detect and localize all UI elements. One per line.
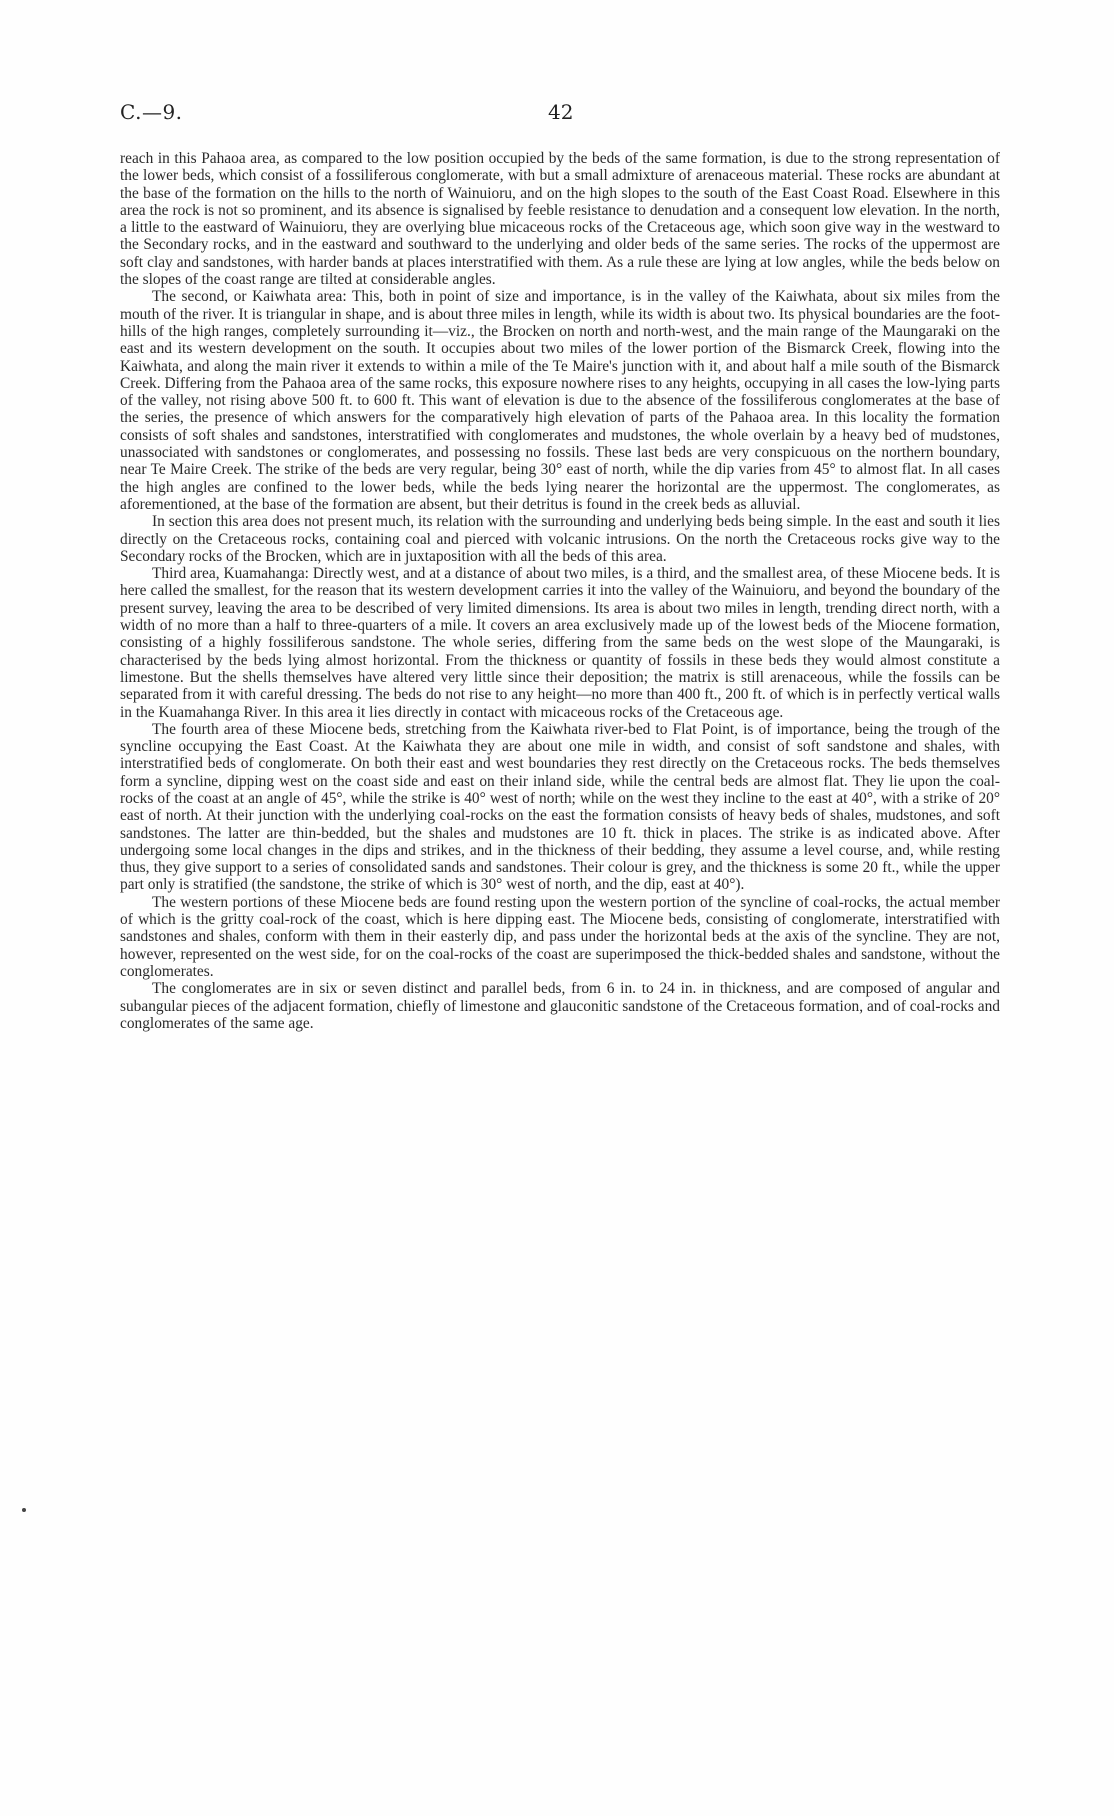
page-header xyxy=(120,100,1000,130)
paragraph-section-relations: In section this area does not present much, its relation with the surrounding and underlying beds being simple. In the east and south it lies directly on the Cretaceous rocks, containing coal and pierced with volcanic intrusions. On the north the Cretaceous rocks give way to the Secondary rocks of the Brocken, which are in juxtaposition with all the beds of this area. xyxy=(120,513,1000,565)
paragraph-western-portions: The western portions of these Miocene beds are found resting upon the western portion of the syncline of coal-rocks, the actual member of which is the gritty coal-rock of the coast, which is here dipping east. The Miocene beds, consisting of conglomerate, interstratified with sandstones and shales, conform with them in their easterly dip, and pass under the horizontal beds at the axis of the syncline. They are not, however, represented on the west side, for on the coal-rocks of the coast are superimposed the thick-bedded shales and sandstone, without the conglomerates. xyxy=(120,893,1000,980)
paragraph-kaiwhata-area: The second, or Kaiwhata area: This, both in point of size and importance, is in the valley of the Kaiwhata, about six miles from the mouth of the river. It is triangular in shape, and is about three miles in length, while its width is about two. Its physical boundaries are the foot-hills of the high ranges, completely surrounding it—viz., the Brocken on north and north-west, and the main range of the Maungaraki on the east and its western development on the south. It occupies about two miles of the lower portion of the Bismarck Creek, flowing into the Kaiwhata, and along the main river it extends to within a mile of the Te Maire's junction with it, and about half a mile south of the Bismarck Creek. Differing from the Pahaoa area of the same rocks, this exposure nowhere rises to any heights, occupying in all cases the low-lying parts of the valley, not rising above 500 ft. to 600 ft. This want of elevation is due to the absence of the fossiliferous conglomerates at the base of the series, the presence of which answers for the comparatively high elevation of parts of the Pahaoa area. In this locality the formation consists of soft shales and sandstones, interstratified with conglomerates and mudstones, the whole overlain by a heavy bed of mudstones, unassociated with sandstones or conglomerates, and possessing no fossils. These last beds are very conspicuous on the northern boundary, near Te Maire Creek. The strike of the beds are very regular, being 30° east of north, while the dip varies from 45° to almost flat. In all cases the high angles are confined to the lower beds, while the beds lying nearer the horizontal are the uppermost. The conglomerates, as aforementioned, at the base of the formation are absent, but their detritus is found in the creek beds as alluvial. xyxy=(120,288,1000,513)
document-code: C.—9. xyxy=(120,100,183,124)
paragraph-conglomerates: The conglomerates are in six or seven distinct and parallel beds, from 6 in. to 24 in. in thickness, and are composed of angular and subangular pieces of the adjacent formation, chiefly of limestone and glauconitic sandstone of the Cretaceous formation, and of coal-rocks and conglomerates of the same age. xyxy=(120,980,1000,1032)
page-number: 42 xyxy=(548,100,574,124)
paragraph-pahaoa-continuation: reach in this Pahaoa area, as compared to the low position occupied by the beds of the same formation, is due to the strong representation of the lower beds, which consist of a fossiliferous conglomerate, with but a small admixture of arenaceous material. These rocks are abundant at the base of the formation on the hills to the north of Wainuioru, and on the high slopes to the south of the East Coast Road. Elsewhere in this area the rock is not so prominent, and its absence is signalised by feeble resistance to denudation and a consequent low elevation. In the north, a little to the eastward of Wainuioru, they are overlying blue micaceous rocks of the Cretaceous age, which soon give way in the westward to the Secondary rocks, and in the eastward and southward to the underlying and older beds of the same series. The rocks of the uppermost are soft clay and sandstones, with harder bands at places interstratified with them. As a rule these are lying at low angles, while the beds below on the slopes of the coast range are tilted at considerable angles. xyxy=(120,150,1000,289)
paragraph-fourth-area: The fourth area of these Miocene beds, stretching from the Kaiwhata river-bed to Flat Point, is of importance, being the trough of the syncline occupying the East Coast. At the Kaiwhata they are about one mile in width, and consist of soft sandstone and shales, with interstratified beds of conglomerate. On both their east and west boundaries they rest directly on the Cretaceous rocks. The beds themselves form a syncline, dipping west on the coast side and east on their inland side, while the central beds are almost flat. They lie upon the coal-rocks of the coast at an angle of 45°, while the strike is 40° west of north; while on the west they incline to the east at 40°, with a strike of 20° east of north. At their junction with the underlying coal-rocks on the east the formation consists of heavy beds of shales, mudstones, and soft sandstones. The latter are thin-bedded, but the shales and mudstones are 10 ft. thick in places. The strike is as indicated above. After undergoing some local changes in the dips and strikes, and in the thickness of their bedding, they assume a level course, and, while resting thus, they give support to a series of consolidated sands and sandstones. Their colour is grey, and the thickness is some 20 ft., while the upper part only is stratified (the sandstone, the strike of which is 30° west of north, and the dip, east at 40°). xyxy=(120,720,1000,894)
paragraph-kuamahanga-area: Third area, Kuamahanga: Directly west, and at a distance of about two miles, is a third, and the smallest area, of these Miocene beds. It is here called the smallest, for the reason that its western development carries it into the valley of the Wainuioru, and beyond the boundary of the present survey, leaving the area to be described of very limited dimensions. Its area is about two miles in length, trending direct north, with a width of no more than a half to three-quarters of a mile. It covers an area exclusively made up of the lowest beds of the Miocene formation, consisting of a highly fossiliferous sandstone. The whole series, differing from the same beds on the west slope of the Maungaraki, is characterised by the beds lying almost horizontal. From the thickness or quantity of fossils in these beds they would almost constitute a limestone. But the shells themselves have altered very little since their deposition; the matrix is still arenaceous, while the fossils can be separated from it with careful dressing. The beds do not rise to any height—no more than 400 ft., 200 ft. of which is in perfectly vertical walls in the Kuamahanga River. In this area it lies directly in contact with micaceous rocks of the Cretaceous age. xyxy=(120,565,1000,721)
body-text xyxy=(120,150,1000,1032)
margin-dot xyxy=(22,1508,26,1512)
